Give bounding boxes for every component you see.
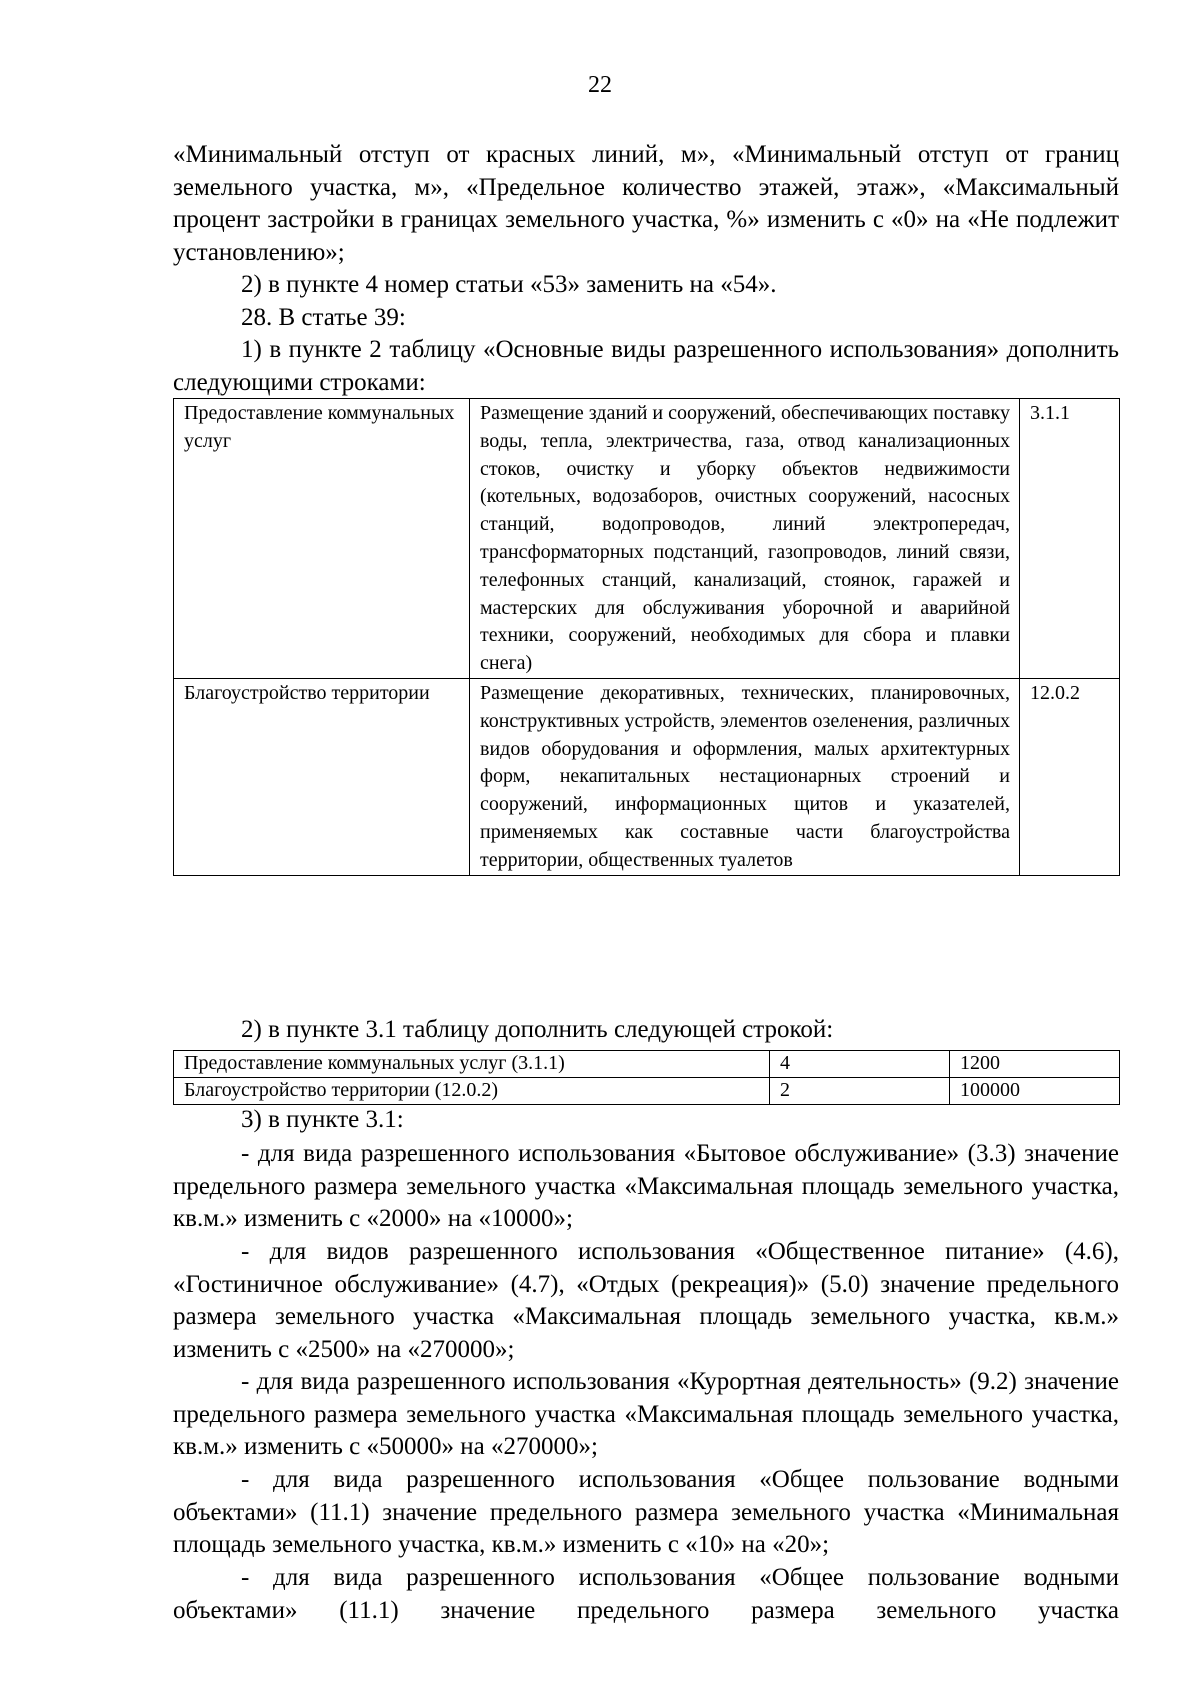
table-row (174, 678, 1120, 875)
use-name-cell: Предоставление коммунальных услуг (174, 399, 470, 679)
paragraph-item-2: 2) в пункте 4 номер статьи «53» заменить на «54». (241, 271, 777, 298)
table-row (174, 1078, 1120, 1105)
parameter-value-cell: 100000 (950, 1078, 1120, 1105)
main-uses-table (173, 398, 1120, 876)
item3-heading: 3) в пункте 3.1: (241, 1106, 404, 1133)
bullet-water-objects-continued: - для вида разрешенного использования «Общее пользование водными объектами» (11.1) значение предельного размера земельного участка (173, 1564, 1119, 1624)
bullet-resort-activity: - для вида разрешенного использования «Курортная деятельность» (9.2) значение предельного размера земельного участка «Максимальная площадь земельного участка, кв.м.» изменить с «50000» на «270000»; (173, 1368, 1119, 1460)
parameter-value-cell: 1200 (950, 1051, 1120, 1078)
use-description-cell: Размещение зданий и сооружений, обеспечивающих поставку воды, тепла, электричества, газа, отвод канализационных стоков, очистку и уборку объектов недвижимости (котельных, водозаборов, очистных сооружений, насосных станций, водопроводов, линий электропередач, трансформаторных подстанций, газопроводов, линий связи, телефонных станций, канализаций, стоянок, гаражей и мастерских для обслуживания уборочной и аварийной техники, сооружений, необходимых для сбора и плавки снега) (470, 399, 1020, 679)
parameter-name-cell: Благоустройство территории (12.0.2) (174, 1078, 770, 1105)
table-row (174, 1051, 1120, 1078)
parameters-table (173, 1050, 1120, 1105)
use-name-cell: Благоустройство территории (174, 678, 470, 875)
parameter-value-cell: 2 (770, 1078, 950, 1105)
paragraph-table2-intro: 2) в пункте 3.1 таблицу дополнить следующей строкой: (241, 1016, 834, 1043)
bullet-consumer-services: - для вида разрешенного использования «Бытовое обслуживание» (3.3) значение предельного размера земельного участка «Максимальная площадь земельного участка, кв.м.» изменить с «2000» на «10000»; (173, 1140, 1119, 1232)
bullet-catering-hotel-recreation: - для видов разрешенного использования «Общественное питание» (4.6), «Гостиничное обслуживание» (4.7), «Отдых (рекреация)» (5.0) значение предельного размера земельного участка «Максимальная площадь земельного участка, кв.м.» изменить с «2500» на «270000»; (173, 1238, 1119, 1363)
parameter-value-cell: 4 (770, 1051, 950, 1078)
use-description-cell: Размещение декоративных, технических, планировочных, конструктивных устройств, элементов озеленения, различных видов оборудования и оформления, малых архитектурных форм, некапитальных нестационарных строений и сооружений, информационных щитов и указателей, применяемых как составные части благоустройства территории, общественных туалетов (470, 678, 1020, 875)
parameter-name-cell: Предоставление коммунальных услуг (3.1.1) (174, 1051, 770, 1078)
bullet-water-objects-min-area: - для вида разрешенного использования «Общее пользование водными объектами» (11.1) значение предельного размера земельного участка «Минимальная площадь земельного участка, кв.м.» изменить с «10» на «20»; (173, 1466, 1119, 1558)
use-code-cell: 3.1.1 (1020, 399, 1120, 679)
page-number: 22 (588, 72, 612, 98)
table-row (174, 399, 1120, 679)
use-code-cell: 12.0.2 (1020, 678, 1120, 875)
paragraph-minimal-setback: «Минимальный отступ от красных линий, м», «Минимальный отступ от границ земельного участка, м», «Предельное количество этажей, этаж», «Максимальный процент застройки в границах земельного участка, %» изменить с «0» на «Не подлежит установлению»; (173, 141, 1119, 266)
paragraph-item-1-table-intro: 1) в пункте 2 таблицу «Основные виды разрешенного использования» дополнить следующими строками: (173, 336, 1119, 396)
paragraph-article-39: 28. В статье 39: (241, 304, 406, 331)
